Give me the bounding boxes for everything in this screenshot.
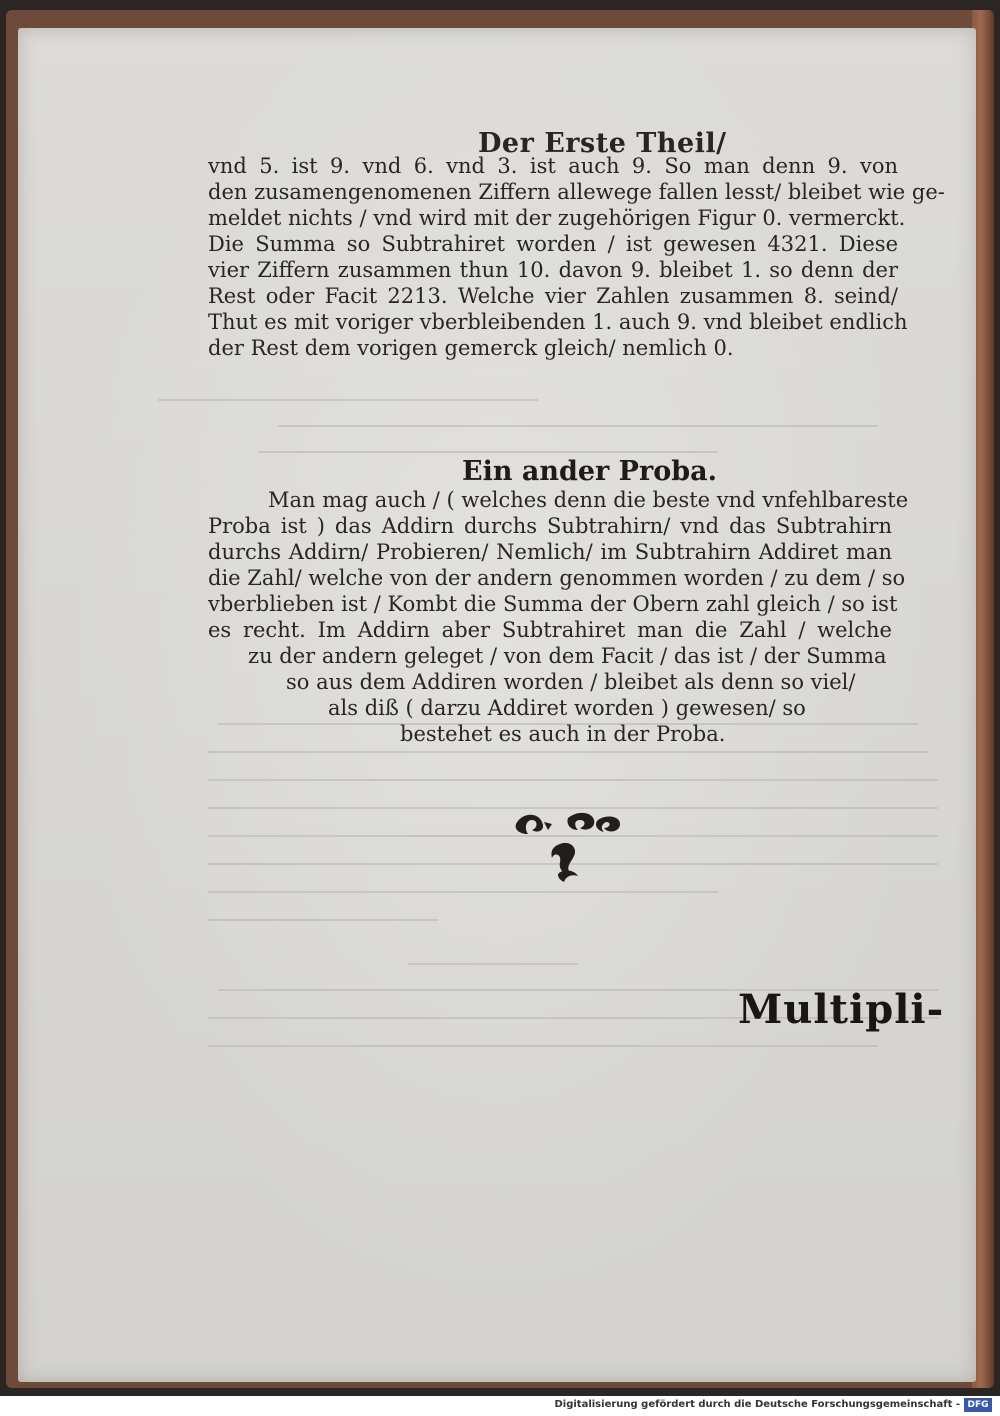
text-line: es recht. Im Addirn aber Subtrahiret man die Zahl / welche — [208, 618, 892, 642]
footer-bar — [0, 1396, 1000, 1416]
text-line: die Zahl/ welche von der andern genommen worden / zu dem / so — [208, 566, 906, 590]
running-head: Der Erste Theil/ — [478, 128, 727, 159]
text-line: Rest oder Facit 2213. Welche vier Zahlen zusammen 8. seind/ — [208, 284, 898, 308]
text-line: Man mag auch / ( welches denn die beste vnd vnfehlbareste — [268, 488, 909, 512]
text-line: der Rest dem vorigen gemerck gleich/ nemlich 0. — [208, 336, 734, 360]
text-line: so aus dem Addiren worden / bleibet als denn so viel/ — [286, 670, 856, 694]
text-line: Proba ist ) das Addirn durchs Subtrahirn/ vnd das Subtrahirn — [208, 514, 892, 538]
text-line: durchs Addirn/ Probieren/ Nemlich/ im Subtrahirn Addiret man — [208, 540, 892, 564]
text-line: Die Summa so Subtrahiret worden / ist gewesen 4321. Diese — [208, 232, 898, 256]
text-line: vberblieben ist / Kombt die Summa der Obern zahl gleich / so ist — [208, 592, 898, 616]
printers-ornament — [508, 804, 638, 894]
text-line: Thut es mit voriger vberbleibenden 1. auch 9. vnd bleibet endlich — [208, 310, 908, 334]
catchword: Multipli- — [738, 986, 945, 1033]
dfg-logo: DFG — [964, 1398, 992, 1412]
text-line: meldet nichts / vnd wird mit der zugehörigen Figur 0. vermerckt. — [208, 206, 906, 230]
text-line: zu der andern geleget / von dem Facit / das ist / der Summa — [248, 644, 887, 668]
section-heading: Ein ander Proba. — [462, 456, 717, 487]
text-line: den zusamengenomenen Ziffern allewege fallen lesst/ bleibet wie ge- — [208, 180, 945, 204]
text-line: vnd 5. ist 9. vnd 6. vnd 3. ist auch 9. So man denn 9. von — [208, 154, 898, 178]
text-line: bestehet es auch in der Proba. — [400, 722, 726, 746]
text-line: vier Ziffern zusammen thun 10. davon 9. bleibet 1. so denn der — [208, 258, 898, 282]
book-page — [18, 28, 976, 1382]
text-line: als diß ( darzu Addiret worden ) gewesen/ so — [328, 696, 806, 720]
footer-credit: Digitalisierung gefördert durch die Deutsche Forschungsgemeinschaft - — [554, 1399, 960, 1410]
